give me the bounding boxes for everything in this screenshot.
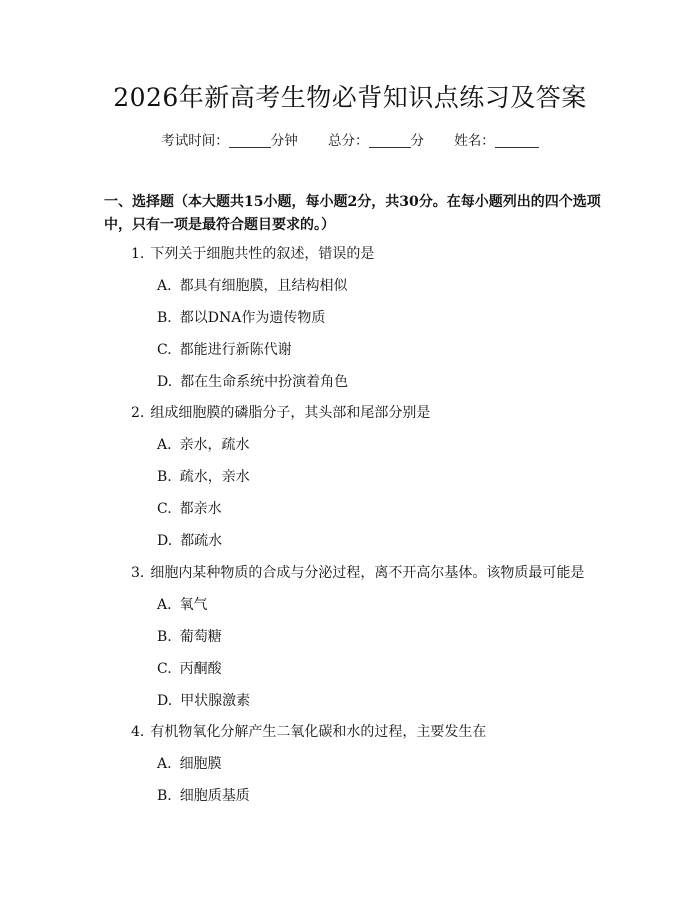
exam-time-unit: 分钟	[270, 133, 298, 149]
question-3-option-c[interactable]	[157, 659, 222, 679]
option-text: 都以DNA作为遗传物质	[179, 310, 326, 326]
question-number: 2.	[131, 405, 145, 421]
question-text: 有机物氧化分解产生二氧化碳和水的过程，主要发生在	[150, 724, 487, 740]
question-2-option-b[interactable]	[157, 467, 250, 487]
exam-time-blank[interactable]	[229, 133, 271, 148]
option-text: 都亲水	[179, 501, 222, 517]
question-3-option-d[interactable]	[157, 691, 250, 711]
total-score-blank[interactable]	[369, 133, 411, 148]
question-text: 细胞内某种物质的合成与分泌过程，离不开高尔基体。该物质最可能是	[150, 565, 585, 581]
student-name-field	[454, 131, 539, 151]
section-heading: 一、选择题（本大题共15小题，每小题2分，共30分。在每小题列出的四个选项中，只有一项是最符合题目要求的。）	[104, 194, 601, 233]
option-letter: C.	[157, 661, 172, 677]
option-letter: C.	[157, 342, 172, 358]
exam-time-field	[161, 131, 298, 151]
option-text: 疏水，亲水	[179, 469, 250, 485]
question-1-option-b[interactable]	[157, 308, 325, 328]
question-1-option-d[interactable]	[157, 372, 348, 392]
question-4-option-a[interactable]	[157, 754, 222, 774]
question-2-option-c[interactable]	[157, 499, 222, 519]
option-letter: A.	[157, 278, 172, 294]
option-text: 都在生命系统中扮演着角色	[180, 374, 349, 390]
exam-time-label: 考试时间：	[161, 133, 229, 149]
option-letter: A.	[157, 597, 172, 613]
option-letter: B.	[157, 788, 172, 804]
option-text: 氧气	[179, 597, 208, 613]
option-text: 都具有细胞膜，且结构相似	[179, 278, 348, 294]
option-letter: D.	[157, 374, 173, 390]
question-3	[131, 563, 584, 583]
question-2	[131, 403, 430, 423]
question-text: 组成细胞膜的磷脂分子，其头部和尾部分别是	[150, 405, 431, 421]
option-letter: D.	[157, 693, 173, 709]
question-1-option-c[interactable]	[157, 340, 292, 360]
exam-info-line	[0, 131, 700, 151]
question-4	[131, 722, 486, 742]
option-text: 都疏水	[180, 533, 223, 549]
option-text: 甲状腺激素	[180, 693, 251, 709]
total-score-unit: 分	[410, 133, 424, 149]
option-text: 丙酮酸	[179, 661, 222, 677]
question-number: 4.	[131, 724, 145, 740]
option-text: 细胞膜	[179, 756, 222, 772]
question-number: 1.	[131, 246, 145, 262]
option-letter: B.	[157, 310, 172, 326]
option-letter: B.	[157, 469, 172, 485]
option-letter: A.	[157, 756, 172, 772]
question-number: 3.	[131, 565, 145, 581]
option-text: 亲水，疏水	[179, 437, 250, 453]
question-1	[131, 244, 374, 264]
student-name-label: 姓名：	[454, 133, 495, 149]
total-score-label: 总分：	[328, 133, 369, 149]
option-letter: A.	[157, 437, 172, 453]
question-2-option-d[interactable]	[157, 531, 222, 551]
option-text: 葡萄糖	[179, 629, 222, 645]
option-letter: B.	[157, 629, 172, 645]
question-3-option-b[interactable]	[157, 627, 222, 647]
question-1-option-a[interactable]	[157, 276, 348, 296]
option-letter: C.	[157, 501, 172, 517]
question-text: 下列关于细胞共性的叙述，错误的是	[150, 246, 375, 262]
question-4-option-b[interactable]	[157, 786, 250, 806]
question-3-option-a[interactable]	[157, 595, 208, 615]
question-2-option-a[interactable]	[157, 435, 250, 455]
student-name-blank[interactable]	[495, 133, 539, 148]
total-score-field	[328, 131, 424, 151]
option-text: 都能进行新陈代谢	[179, 342, 292, 358]
option-text: 细胞质基质	[179, 788, 250, 804]
option-letter: D.	[157, 533, 173, 549]
document-title: 2026年新高考生物必背知识点练习及答案	[113, 83, 587, 112]
